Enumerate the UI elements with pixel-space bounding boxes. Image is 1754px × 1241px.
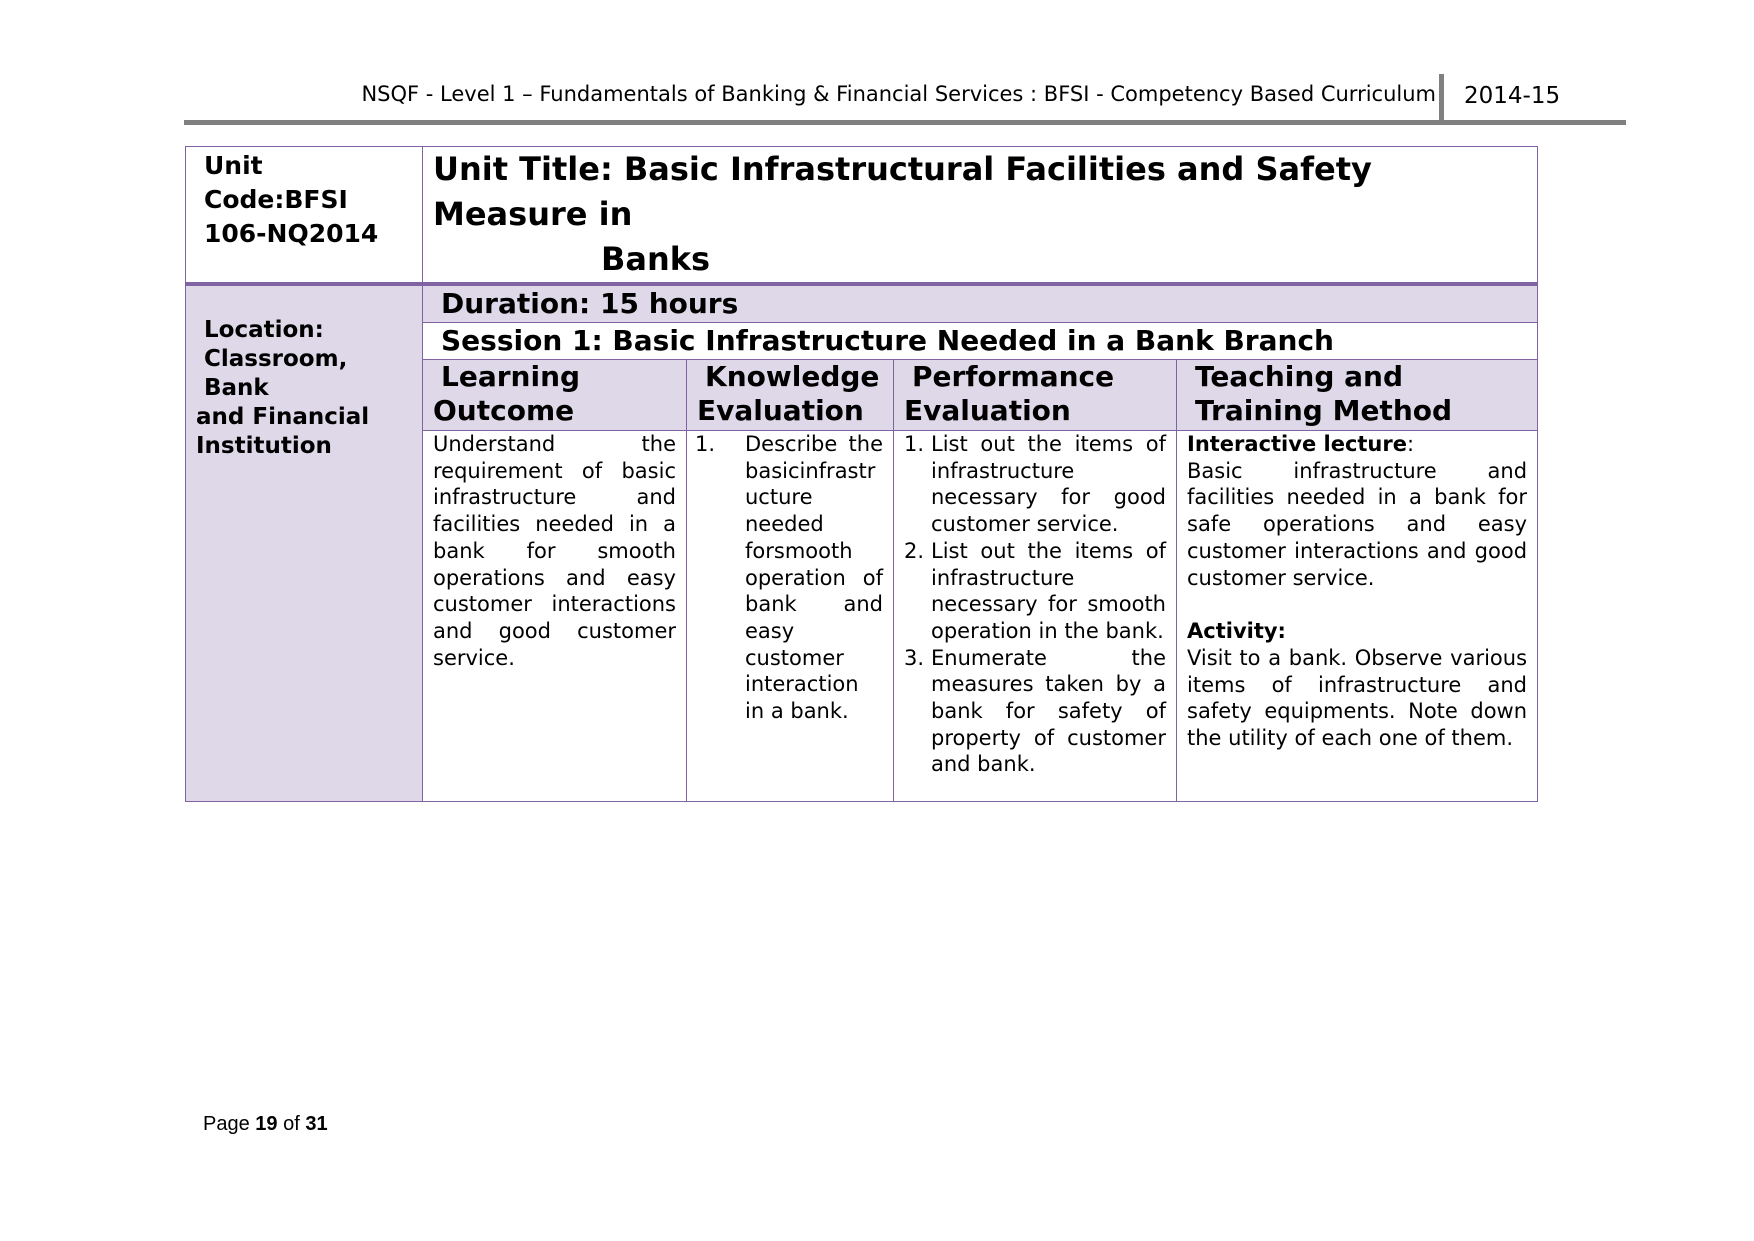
unit-table — [185, 146, 1538, 802]
lecture-heading: Interactive lecture — [1187, 432, 1407, 456]
column-header-text: Evaluation — [697, 394, 864, 427]
teaching-method-cell — [1177, 431, 1538, 802]
unit-code-cell — [186, 147, 423, 285]
session-cell: Session 1: Basic Infrastructure Needed in a Bank Branch — [423, 323, 1538, 360]
list-item-text: List out the items of infrastructure necessary for smooth operation in the bank. — [931, 538, 1166, 643]
lecture-text: Basic infrastructure and facilities needed in a bank for safe operations and easy customer interactions and good customer service. — [1187, 458, 1528, 590]
duration-row — [186, 284, 1538, 323]
learning-outcome-cell: Understand the requirement of basic infrastructure and facilities needed in a bank for smooth operations and easy customer interactions and good customer service. — [423, 431, 687, 802]
list-item-text: Enumerate the measures taken by a bank for safety of property of customer and bank. — [931, 645, 1166, 777]
page-header — [184, 74, 1624, 124]
list-item-text: Describe the basicinfrastr ucture needed forsmooth operation of bank and easy customer interaction in a bank. — [745, 432, 883, 724]
column-header-performance-evaluation — [894, 360, 1177, 431]
unit-title-line1: Unit Title: Basic Infrastructural Facilities and Safety Measure in — [433, 150, 1372, 233]
footer-total-pages: 31 — [305, 1113, 328, 1135]
duration-cell: Duration: 15 hours — [423, 284, 1538, 323]
location-line4: Institution — [196, 433, 332, 459]
column-header-knowledge-evaluation — [687, 360, 894, 431]
header-title: NSQF - Level 1 – Fundamentals of Banking & Financial Services : BFSI - Competency Based Curriculum — [361, 82, 1436, 106]
location-line3: and Financial — [196, 404, 370, 430]
location-line2: Classroom, Bank — [204, 346, 348, 401]
list-item — [695, 431, 883, 725]
unit-code-line2: 106-NQ2014 — [204, 219, 379, 248]
list-item-number: 3. — [904, 645, 925, 670]
footer-current-page: 19 — [255, 1113, 278, 1135]
column-header-teaching-method — [1177, 360, 1538, 431]
unit-code-line1: Unit Code:BFSI — [204, 151, 348, 214]
header-rule — [184, 120, 1626, 125]
column-header-learning-outcome — [423, 360, 687, 431]
lecture-colon: : — [1406, 432, 1415, 456]
activity-heading: Activity: — [1187, 619, 1286, 644]
location-label: Location: — [204, 317, 324, 343]
lecture-heading-line — [1187, 431, 1527, 458]
list-item-number: 1. — [695, 432, 716, 456]
list-item — [904, 538, 1166, 645]
list-item-text: List out the items of infrastructure necessary for good customer service. — [931, 432, 1166, 537]
spacer — [1187, 591, 1527, 618]
list-item — [904, 645, 1166, 779]
location-cell — [186, 284, 423, 802]
unit-header-row — [186, 147, 1538, 285]
header-year: 2014-15 — [1464, 83, 1561, 109]
column-header-text: Outcome — [433, 394, 575, 427]
knowledge-evaluation-cell — [687, 431, 894, 802]
column-header-text: Training Method — [1195, 394, 1453, 427]
list-item — [904, 431, 1166, 538]
performance-list — [904, 431, 1166, 778]
unit-title-cell — [423, 147, 1538, 285]
activity-text: Visit to a bank. Observe various items of infrastructure and safety equipments. Note down the utility of each one of them. — [1187, 645, 1528, 751]
footer-separator: of — [283, 1113, 300, 1135]
page-footer — [203, 1113, 328, 1136]
column-header-text: Evaluation — [904, 394, 1071, 427]
footer-prefix: Page — [203, 1113, 250, 1135]
column-header-text: Knowledge — [705, 360, 880, 393]
header-divider — [1439, 74, 1444, 120]
list-item-number: 2. — [904, 538, 925, 563]
column-header-text: Performance — [912, 360, 1115, 393]
unit-title-line2: Banks — [601, 240, 711, 278]
column-header-text: Teaching and — [1195, 360, 1403, 393]
list-item-number: 1. — [904, 432, 925, 456]
performance-evaluation-cell — [894, 431, 1177, 802]
column-header-text: Learning — [441, 360, 581, 393]
